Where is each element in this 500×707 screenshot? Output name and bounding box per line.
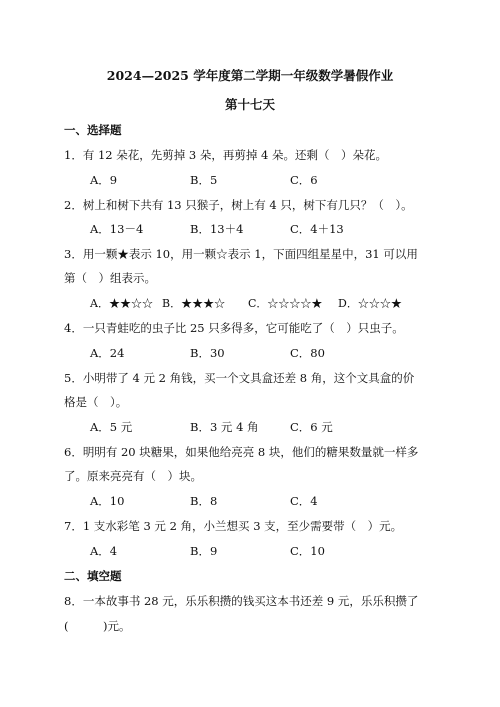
question-8: 8．一本故事书 28 元，乐乐积攒的钱买这本书还差 9 元，乐乐积攒了 — [64, 594, 419, 608]
question-5-continued: 格是（ ）。 — [64, 395, 128, 409]
option-a: A．5 元 — [90, 420, 133, 434]
option-b: B．5 — [190, 173, 218, 187]
option-d: D．☆☆☆★ — [338, 297, 402, 310]
worksheet-title: 2024—2025 学年度第二学期一年级数学暑假作业 — [106, 68, 394, 83]
section-heading-choice: 一、选择题 — [64, 123, 122, 137]
option-a: A．4 — [90, 544, 118, 558]
question-4: 4．一只青蛙吃的虫子比 25 只多得多，它可能吃了（ ）只虫子。 — [64, 321, 404, 335]
option-c: C．6 元 — [290, 420, 333, 434]
option-a: A．13－4 — [90, 222, 144, 236]
question-6-continued: 了。原来亮亮有（ ）块。 — [64, 469, 202, 483]
option-c: C．6 — [290, 173, 318, 187]
option-b: B．★★★☆ — [162, 297, 226, 310]
option-c: C．4 — [290, 494, 318, 508]
option-b: B．3 元 4 角 — [190, 420, 259, 434]
question-5: 5．小明带了 4 元 2 角钱，买一个文具盒还差 8 角，这个文具盒的价 — [64, 371, 415, 385]
worksheet-subtitle: 第十七天 — [224, 97, 275, 112]
question-2: 2．树上和树下共有 13 只猴子，树上有 4 只，树下有几只？（ ）。 — [64, 198, 413, 212]
option-c: C．4＋13 — [290, 222, 344, 236]
option-b: B．30 — [190, 346, 225, 360]
question-1: 1．有 12 朵花，先剪掉 3 朵，再剪掉 4 朵。还剩（ ）朵花。 — [64, 148, 388, 162]
section-heading-fill: 二、填空题 — [64, 569, 122, 583]
option-a: A．10 — [90, 494, 125, 508]
option-a: A．★★☆☆ — [90, 297, 153, 310]
option-c: C．10 — [290, 544, 325, 558]
option-c: C．☆☆☆☆★ — [248, 297, 323, 310]
option-b: B．9 — [190, 544, 218, 558]
question-7: 7．1 支水彩笔 3 元 2 角，小兰想买 3 支，至少需要带（ ）元。 — [64, 519, 403, 533]
option-a: A．24 — [90, 346, 125, 360]
option-a: A．9 — [90, 173, 118, 187]
question-6: 6．明明有 20 块糖果，如果他给亮亮 8 块，他们的糖果数量就一样多 — [64, 445, 419, 459]
question-3-continued: 第（ ）组表示。 — [64, 271, 156, 285]
question-3: 3．用一颗★表示 10，用一颗☆表示 1，下面四组星星中，31 可以用 — [64, 247, 418, 261]
option-c: C．80 — [290, 346, 325, 360]
question-8-continued: ( )元。 — [64, 619, 131, 633]
option-b: B．8 — [190, 494, 218, 508]
option-b: B．13＋4 — [190, 222, 244, 236]
